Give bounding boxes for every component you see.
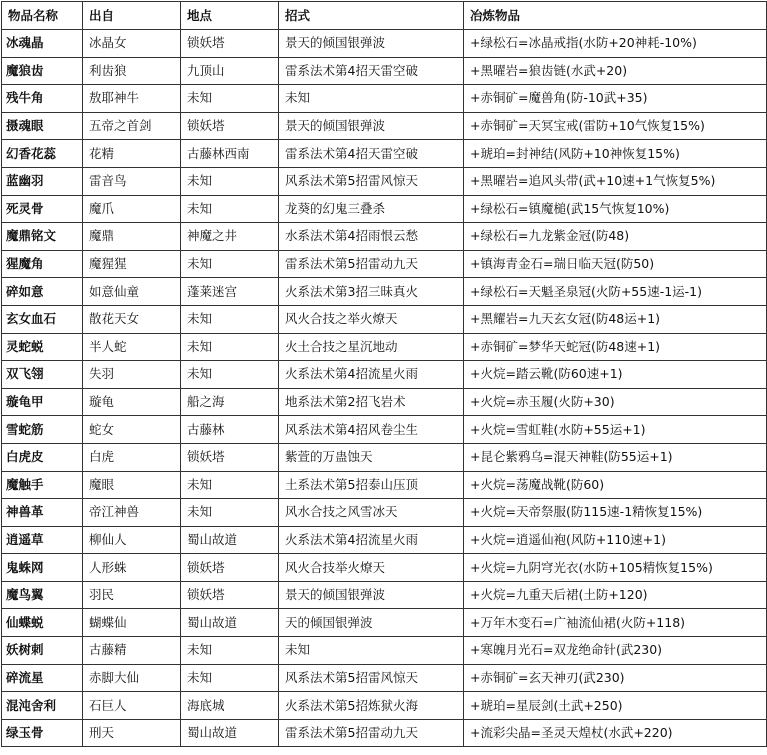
skill-cell: 火土合技之星沉地动 (279, 333, 464, 361)
location-cell: 未知 (181, 664, 279, 692)
item-name-cell: 魔鸟翼 (2, 581, 83, 609)
smelt-result-cell: +琥珀=封神结(风防+10神恢复15%) (464, 140, 767, 168)
table-row (2, 223, 767, 251)
item-name-cell: 冰魂晶 (2, 30, 83, 58)
skill-cell: 地系法术第2招飞岩术 (279, 388, 464, 416)
smelt-result-cell: +流彩尖晶=圣灵天煌杖(水武+220) (464, 719, 767, 747)
source-cell: 白虎 (83, 443, 181, 471)
skill-cell: 雷系法术第5招雷动九天 (279, 719, 464, 747)
smelt-result-cell: +火烷=荡魔战靴(防60) (464, 471, 767, 499)
item-name-cell: 妖树刺 (2, 637, 83, 665)
smelt-result-cell: +绿松石=冰晶戒指(水防+20神耗-10%) (464, 30, 767, 58)
table-row (2, 471, 767, 499)
table-row (2, 57, 767, 85)
table-row (2, 278, 767, 306)
location-cell: 未知 (181, 85, 279, 113)
source-cell: 古藤精 (83, 637, 181, 665)
table-row (2, 250, 767, 278)
smelt-result-cell: +绿松石=天魁圣泉冠(火防+55速-1运-1) (464, 278, 767, 306)
source-cell: 半人蛇 (83, 333, 181, 361)
item-name-cell: 玄女血石 (2, 305, 83, 333)
skill-cell: 未知 (279, 637, 464, 665)
location-cell: 九顶山 (181, 57, 279, 85)
header-smelt-result: 冶炼物品 (464, 2, 767, 30)
smelt-result-cell: +火烷=赤玉履(火防+30) (464, 388, 767, 416)
smelt-result-cell: +万年木变石=广袖流仙裙(火防+118) (464, 609, 767, 637)
source-cell: 蛇女 (83, 416, 181, 444)
item-name-cell: 残牛角 (2, 85, 83, 113)
skill-cell: 风火合技举火燎天 (279, 554, 464, 582)
location-cell: 未知 (181, 195, 279, 223)
source-cell: 花精 (83, 140, 181, 168)
source-cell: 羽民 (83, 581, 181, 609)
skill-cell: 景天的倾国银弹波 (279, 30, 464, 58)
source-cell: 魔鼎 (83, 223, 181, 251)
table-row (2, 30, 767, 58)
table-body (2, 30, 767, 747)
item-name-cell: 蓝幽羽 (2, 167, 83, 195)
table-row (2, 333, 767, 361)
table-row (2, 388, 767, 416)
item-name-cell: 魔鼎铭文 (2, 223, 83, 251)
smelt-result-cell: +赤铜矿=梦华天蛇冠(防48速+1) (464, 333, 767, 361)
location-cell: 蜀山故道 (181, 609, 279, 637)
table-row (2, 85, 767, 113)
skill-cell: 紫萱的万蛊蚀天 (279, 443, 464, 471)
item-name-cell: 猩魔角 (2, 250, 83, 278)
location-cell: 未知 (181, 637, 279, 665)
source-cell: 璇龟 (83, 388, 181, 416)
smelt-result-cell: +黑耀岩=九天玄女冠(防48运+1) (464, 305, 767, 333)
item-name-cell: 逍遥草 (2, 526, 83, 554)
smelt-result-cell: +绿松石=九龙紫金冠(防48) (464, 223, 767, 251)
skill-cell: 风系法术第5招雷风惊天 (279, 167, 464, 195)
smelt-result-cell: +火烷=九重天后裙(土防+120) (464, 581, 767, 609)
item-name-cell: 绿玉骨 (2, 719, 83, 747)
location-cell: 船之海 (181, 388, 279, 416)
source-cell: 柳仙人 (83, 526, 181, 554)
source-cell: 石巨人 (83, 692, 181, 720)
smelt-result-cell: +赤铜矿=玄天神刃(武230) (464, 664, 767, 692)
table-row (2, 361, 767, 389)
table-row (2, 112, 767, 140)
source-cell: 失羽 (83, 361, 181, 389)
smelt-result-cell: +黑曜岩=追风头带(武+10速+1气恢复5%) (464, 167, 767, 195)
source-cell: 利齿狼 (83, 57, 181, 85)
location-cell: 神魔之井 (181, 223, 279, 251)
source-cell: 帝江神兽 (83, 499, 181, 527)
smelt-result-cell: +火烷=天帝祭服(防115速-1精恢复15%) (464, 499, 767, 527)
location-cell: 未知 (181, 250, 279, 278)
table-row (2, 664, 767, 692)
skill-cell: 风系法术第5招雷风惊天 (279, 664, 464, 692)
location-cell: 锁妖塔 (181, 554, 279, 582)
table-row (2, 719, 767, 747)
location-cell: 未知 (181, 167, 279, 195)
source-cell: 如意仙童 (83, 278, 181, 306)
item-name-cell: 碎流星 (2, 664, 83, 692)
table-row (2, 195, 767, 223)
location-cell: 蜀山故道 (181, 719, 279, 747)
smelt-result-cell: +黑曜岩=狼齿链(水武+20) (464, 57, 767, 85)
smelt-result-cell: +火烷=踏云靴(防60速+1) (464, 361, 767, 389)
location-cell: 古藤林 (181, 416, 279, 444)
item-name-cell: 摄魂眼 (2, 112, 83, 140)
skill-cell: 龙葵的幻鬼三叠杀 (279, 195, 464, 223)
header-skill: 招式 (279, 2, 464, 30)
item-name-cell: 混沌舍利 (2, 692, 83, 720)
skill-cell: 风水合技之风雪冰天 (279, 499, 464, 527)
smelt-result-cell: +赤铜矿=天冥宝戒(雷防+10气恢复15%) (464, 112, 767, 140)
location-cell: 蓬莱迷宫 (181, 278, 279, 306)
skill-cell: 火系法术第3招三昧真火 (279, 278, 464, 306)
item-name-cell: 璇龟甲 (2, 388, 83, 416)
item-name-cell: 仙蝶蜕 (2, 609, 83, 637)
item-name-cell: 白虎皮 (2, 443, 83, 471)
smelt-result-cell: +火烷=雪虹鞋(水防+55运+1) (464, 416, 767, 444)
skill-cell: 火系法术第4招流星火雨 (279, 526, 464, 554)
location-cell: 锁妖塔 (181, 443, 279, 471)
skill-cell: 雷系法术第4招天雷空破 (279, 57, 464, 85)
header-location: 地点 (181, 2, 279, 30)
table-row (2, 167, 767, 195)
skill-cell: 火系法术第4招流星火雨 (279, 361, 464, 389)
source-cell: 刑天 (83, 719, 181, 747)
item-name-cell: 鬼蛛网 (2, 554, 83, 582)
item-name-cell: 碎如意 (2, 278, 83, 306)
source-cell: 蝴蝶仙 (83, 609, 181, 637)
item-name-cell: 雪蛇筋 (2, 416, 83, 444)
skill-cell: 景天的倾国银弹波 (279, 112, 464, 140)
location-cell: 海底城 (181, 692, 279, 720)
source-cell: 人形蛛 (83, 554, 181, 582)
location-cell: 锁妖塔 (181, 30, 279, 58)
source-cell: 魔眼 (83, 471, 181, 499)
item-name-cell: 死灵骨 (2, 195, 83, 223)
skill-cell: 水系法术第4招雨恨云愁 (279, 223, 464, 251)
table-row (2, 692, 767, 720)
table-row (2, 305, 767, 333)
location-cell: 未知 (181, 305, 279, 333)
table-row (2, 637, 767, 665)
smelt-result-cell: +镇海青金石=瑞日临天冠(防50) (464, 250, 767, 278)
table-row (2, 554, 767, 582)
source-cell: 散花天女 (83, 305, 181, 333)
skill-cell: 雷系法术第5招雷动九天 (279, 250, 464, 278)
location-cell: 锁妖塔 (181, 581, 279, 609)
item-name-cell: 魔触手 (2, 471, 83, 499)
location-cell: 未知 (181, 361, 279, 389)
header-source: 出自 (83, 2, 181, 30)
smelt-result-cell: +绿松石=镇魔槌(武15气恢复10%) (464, 195, 767, 223)
smelt-result-cell: +火烷=逍遥仙袍(风防+110速+1) (464, 526, 767, 554)
location-cell: 未知 (181, 333, 279, 361)
source-cell: 敖耶神牛 (83, 85, 181, 113)
skill-cell: 风系法术第4招风卷尘生 (279, 416, 464, 444)
table-row (2, 609, 767, 637)
smelt-result-cell: +寒魄月光石=双龙绝命针(武230) (464, 637, 767, 665)
table-row (2, 140, 767, 168)
skill-cell: 土系法术第5招泰山压顶 (279, 471, 464, 499)
skill-cell: 火系法术第5招炼狱火海 (279, 692, 464, 720)
table-row (2, 416, 767, 444)
header-row (2, 2, 767, 30)
skill-cell: 未知 (279, 85, 464, 113)
smelt-result-cell: +火烷=九阴穹光衣(水防+105精恢复15%) (464, 554, 767, 582)
skill-cell: 天的倾国银弹波 (279, 609, 464, 637)
location-cell: 古藤林西南 (181, 140, 279, 168)
source-cell: 赤脚大仙 (83, 664, 181, 692)
table-row (2, 443, 767, 471)
source-cell: 魔爪 (83, 195, 181, 223)
location-cell: 未知 (181, 471, 279, 499)
source-cell: 雷音鸟 (83, 167, 181, 195)
skill-cell: 景天的倾国银弹波 (279, 581, 464, 609)
skill-cell: 雷系法术第4招天雷空破 (279, 140, 464, 168)
item-name-cell: 魔狼齿 (2, 57, 83, 85)
location-cell: 锁妖塔 (181, 112, 279, 140)
source-cell: 冰晶女 (83, 30, 181, 58)
source-cell: 魔猩猩 (83, 250, 181, 278)
item-name-cell: 灵蛇蜕 (2, 333, 83, 361)
item-name-cell: 双飞翎 (2, 361, 83, 389)
location-cell: 蜀山故道 (181, 526, 279, 554)
header-item-name: 物品名称 (2, 2, 83, 30)
skill-cell: 风火合技之举火燎天 (279, 305, 464, 333)
smelt-result-cell: +琥珀=星辰剑(土武+250) (464, 692, 767, 720)
location-cell: 未知 (181, 499, 279, 527)
source-cell: 五帝之首剑 (83, 112, 181, 140)
table-row (2, 499, 767, 527)
item-name-cell: 幻香花蕊 (2, 140, 83, 168)
item-name-cell: 神兽革 (2, 499, 83, 527)
smelt-result-cell: +昆仑紫鸦乌=混天神鞋(防55运+1) (464, 443, 767, 471)
table-row (2, 581, 767, 609)
smelt-result-cell: +赤铜矿=魔兽角(防-10武+35) (464, 85, 767, 113)
table-row (2, 526, 767, 554)
items-table (1, 1, 767, 747)
